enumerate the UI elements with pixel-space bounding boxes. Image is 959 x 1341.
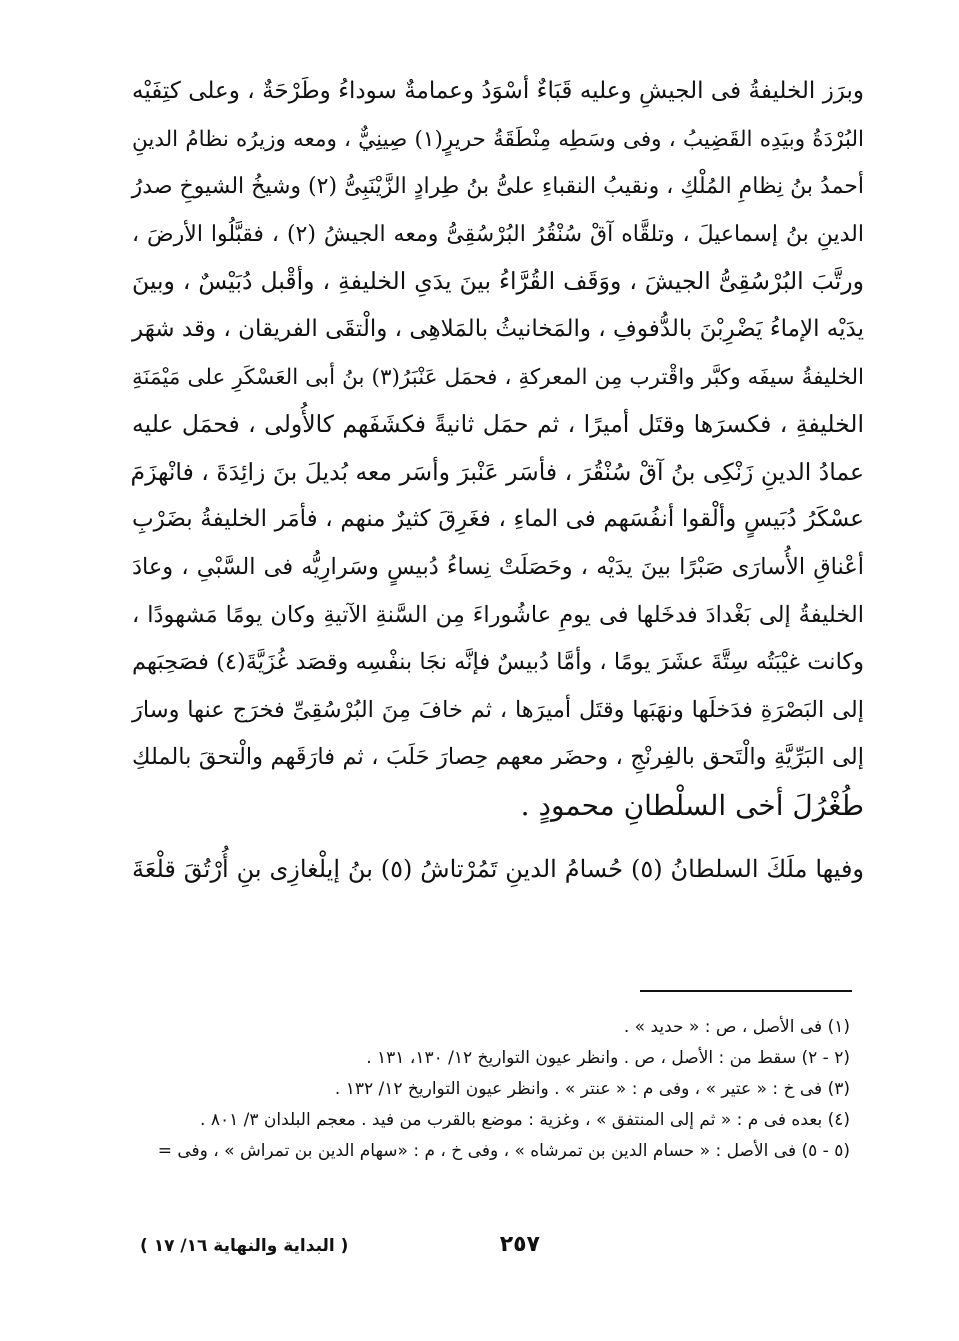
text-line: الخليفةِ ، فكسرَها وقتَل أميرًا ، ثم حمَل ثانيةً فكشَفَهم كالأُولى ، فحمَل عليه [132,410,864,439]
text-line: إلى البَرِّيَّةِ والْتَحق بالفِرنْجِ ، وحضَر معهم حِصارَ حَلَبَ ، ثم فارَقَهم والْتحقَ بالملكِ [132,744,864,771]
text-line: عمادُ الدينِ زَنْكِى بنُ آقْ سُنْقُرَ ، فأسَر عَنْبرَ وأسَر معه بُديلَ بنَ زائِدَةَ ، فانْهزَمَ [130,457,864,486]
main-text [132,68,864,893]
text-line: إلى البَصْرَةِ فدَخلَها ونهَبَها وقتَل أميرَها ، ثم خافَ مِنَ البُرْسُقِىِّ فخرَج عنها وسارَ [132,696,864,723]
page-footer [140,1232,840,1272]
footnote: (٤) بعده فى م : « ثم إلى المنتفق » ، وغزية : موضع بالقرب من فيد . معجم البلدان ٣/ ٨٠١ . [200,1110,850,1130]
text-line: عسْكَرُ دُبَيسٍ وألْقوا أنفُسَهم فى الماءِ ، فغَرِقَ كثيرٌ منهم ، فأمَر الخليفةُ بضَرْبِ [132,506,864,533]
footnote: (١) فى الأصل ، ص : « حديد » . [623,1017,850,1037]
text-line: وبرَز الخليفةُ فى الجيشِ وعليه قَبَاءٌ أسْوَدُ وعمامةٌ سوداءُ وطَرْحَةٌ ، وعلى كتِفَيْه [132,78,864,104]
footnote-separator [640,990,852,992]
text-line: البُرْدَةُ وبيَدِه القَضِيبُ ، وفى وسَطِه مِنْطَقَةُ حريرٍ(١) صِينِيٌّ ، ومعه وزيرُه نظامُ الدينِ [132,126,864,152]
footnote: (٢ - ٢) سقط من : الأصل ، ص . وانظر عيون التواريخ ١٢/ ١٣٠، ١٣١ . [366,1048,850,1068]
footnote: (٣) فى خ : « عتير » ، وفى م : « عنتر » . وانظر عيون التواريخ ١٢/ ١٣٢ . [334,1079,850,1099]
text-line: الدينِ بنُ إسماعيلَ ، وتلقَّاه آقْ سُنْقُرُ البُرْسُقِىُّ ومعه الجيشُ (٢) ، فقبَّلُوا الأرضَ ، [132,221,864,247]
text-line: يدَيْه الإماءُ يَضْرِبْنَ بالدُّفوفِ ، والمَخانيثُ بالمَلاهِى ، والْتقَى الفريقان ، وقد شهَر [132,315,864,342]
text-line: ورتَّبَ البُرْسُقِىُّ الجيشَ ، ووَقَف القُرَّاءُ بينَ يدَىِ الخليفةِ ، وأقْبل دُبَيْسٌ ، وبينَ [132,267,864,296]
page-number: ٢٥٧ [499,1232,540,1257]
text-line: الخليفةُ إلى بَغْدادَ فدخَلها فى يومِ عاشُوراءَ مِن السَّنةِ الآتيةِ وكان يومًا مَشهودًا ، [132,601,864,628]
footnote: (٥ - ٥) فى الأصل : « حسام الدين بن تمرشاه » ، وفى خ ، م : «سهام الدين بن تمراش » ، وفى = [157,1141,850,1161]
text-line: أعْناقِ الأُسارَى صَبْرًا بينَ يدَيْه ، وحَصَلَتْ نِساءُ دُبيسٍ وسَرارِيُّه فى السَّبْىِ ، وعادَ [132,553,864,580]
text-line: وكانت غيْبَتُه سِتَّةَ عشَرَ يومًا ، وأمَّا دُبيسٌ فإنَّه نجَا بنفْسِه وقصَد غُزَيَّةَ(٤) فصَحِبَهم [132,649,864,676]
text-line: وفيها ملَكَ السلطانُ (٥) حُسامُ الدينِ تَمُرْتاشُ (٥) بنُ إيلْغازِى بنِ أُرْتُقَ قلْعَةَ [132,854,865,883]
source-reference: ( البداية والنهاية ١٦/ ١٧ ) [140,1236,349,1256]
text-line: طُغْرُلَ أخى السلْطانِ محمودٍ . [520,788,864,822]
footnotes [150,1012,850,1167]
text-line: الخليفةُ سيفَه وكبَّر واقْترب مِن المعركةِ ، فحمَل عَنْبَرُ(٣) بنُ أبى العَسْكَرِ على مَيْمَنَةِ [132,364,864,390]
text-line: أحمدُ بنُ نِظامِ المُلْكِ ، ونقيبُ النقباءِ علىُّ بنُ طِرادٍ الزَّيْنَبِىُّ (٢) وشيخُ الشيوخِ صدرُ [131,174,864,200]
